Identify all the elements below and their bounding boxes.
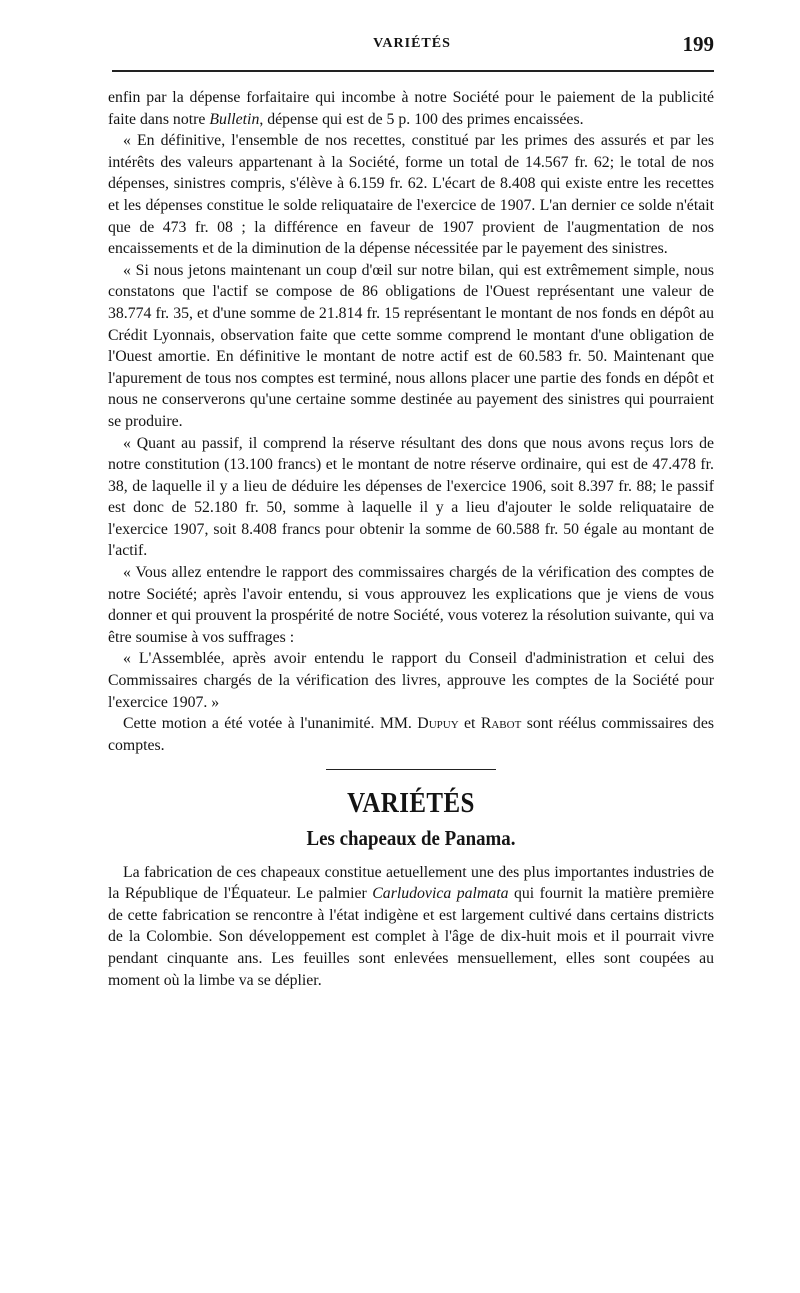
- header-rule: [112, 70, 714, 72]
- commissioner-name: Rabot: [480, 715, 522, 733]
- section-title: VARIÉTÉS: [347, 787, 475, 820]
- article-title: Les chapeaux de Panama.: [306, 826, 516, 850]
- body-text: [108, 87, 714, 991]
- article-paragraph-1: La fabrication de ces chapeaux constitue aetuellement une des plus importantes industries de la République de l'Équateur. Le palmier Carludovica palmata qui fournit la matière première de cette fabrication se rencontre à l'état indigène et est largement cultivé dans certains districts de la Colombie. Son développement est complet à l'âge de dix-huit mois et il pourrait vivre pendant cinquante ans. Les feuilles sont enlevées mensuellement, elles sont coupées au moment où la limbe va se déplier.: [108, 863, 714, 989]
- commissioner-name: Dupuy: [417, 715, 459, 733]
- bulletin-title: Bulletin: [209, 110, 260, 128]
- plant-name: Carludovica palmata: [372, 885, 509, 903]
- report-paragraph-5: « Vous allez entendre le rapport des commissaires chargés de la vérification des comptes de notre Société; après l'avoir entendu, si vous approuvez les explications que je viens de vous donner et qui prouvent la prospérité de notre Société, vous voterez la résolution suivante, qui va être soumise à vos suffrages :: [108, 564, 714, 646]
- page-header: [110, 32, 714, 60]
- page-number: 199: [682, 32, 714, 56]
- section-divider: [326, 769, 496, 770]
- report-paragraph-1: enfin par la dépense forfaitaire qui incombe à notre Société pour le paiement de la publicité faite dans notre Bulletin, dépense qui est de 5 p. 100 des primes encaissées.: [108, 89, 714, 128]
- report-paragraph-4: « Quant au passif, il comprend la réserve résultant des dons que nous avons reçus lors de notre constitution (13.100 francs) et le montant de notre réserve ordinaire, qui est de 47.478 fr. 38, de laquelle il y a lieu de déduire les dépenses de l'exercice 1906, soit 8.397 fr. 88; le passif est donc de 52.180 fr. 50, somme à laquelle il y a lieu d'ajouter le solde reliquataire de l'exercice 1907, soit 8.408 francs pour obtenir la somme de 60.588 fr. 50 égale au montant de l'actif.: [108, 434, 714, 560]
- running-head: VARIÉTÉS: [373, 36, 451, 51]
- report-paragraph-2: « En définitive, l'ensemble de nos recettes, constitué par les primes des assurés et par les intérêts des valeurs appartenant à la Société, forme un total de 14.567 fr. 62; le total de nos dépenses, sinistres compris, s'élève à 6.159 fr. 62. L'écart de 8.408 qui existe entre les recettes et les dépenses constitue le solde reliquataire de l'exercice de 1907. L'an dernier ce solde n'était que de 473 fr. 08 ; la différence en faveur de 1907 provient de l'augmentation de nos encaissements et de la diminution de la dépense nécessitée par le payement des sinistres.: [108, 132, 714, 258]
- report-paragraph-7: Cette motion a été votée à l'unanimité. MM. Dupuy et Rabot sont réélus commissaires des comptes.: [108, 715, 714, 754]
- report-paragraph-3: « Si nous jetons maintenant un coup d'œil sur notre bilan, qui est extrêmement simple, nous constatons que l'actif se compose de 86 obligations de l'Ouest représentant une valeur de 38.774 fr. 35, et d'une somme de 21.814 fr. 15 représentant le montant de nos fonds en dépôt au Crédit Lyonnais, observation faite que cette somme comprend le montant d'une obligation de l'Ouest amortie. En définitive le montant de notre actif est de 60.583 fr. 50. Maintenant que l'apurement de tous nos comptes est terminé, nous allons placer une partie des fonds en dépôt et nous ne conserverons qu'une certaine somme destinée au payement des sinistres qui pourraient se produire.: [108, 261, 714, 430]
- report-paragraph-6: « L'Assemblée, après avoir entendu le rapport du Conseil d'administration et celui des Commissaires chargés de la vérification des livres, approuve les comptes de la Société pour l'exercice 1907. »: [108, 650, 714, 711]
